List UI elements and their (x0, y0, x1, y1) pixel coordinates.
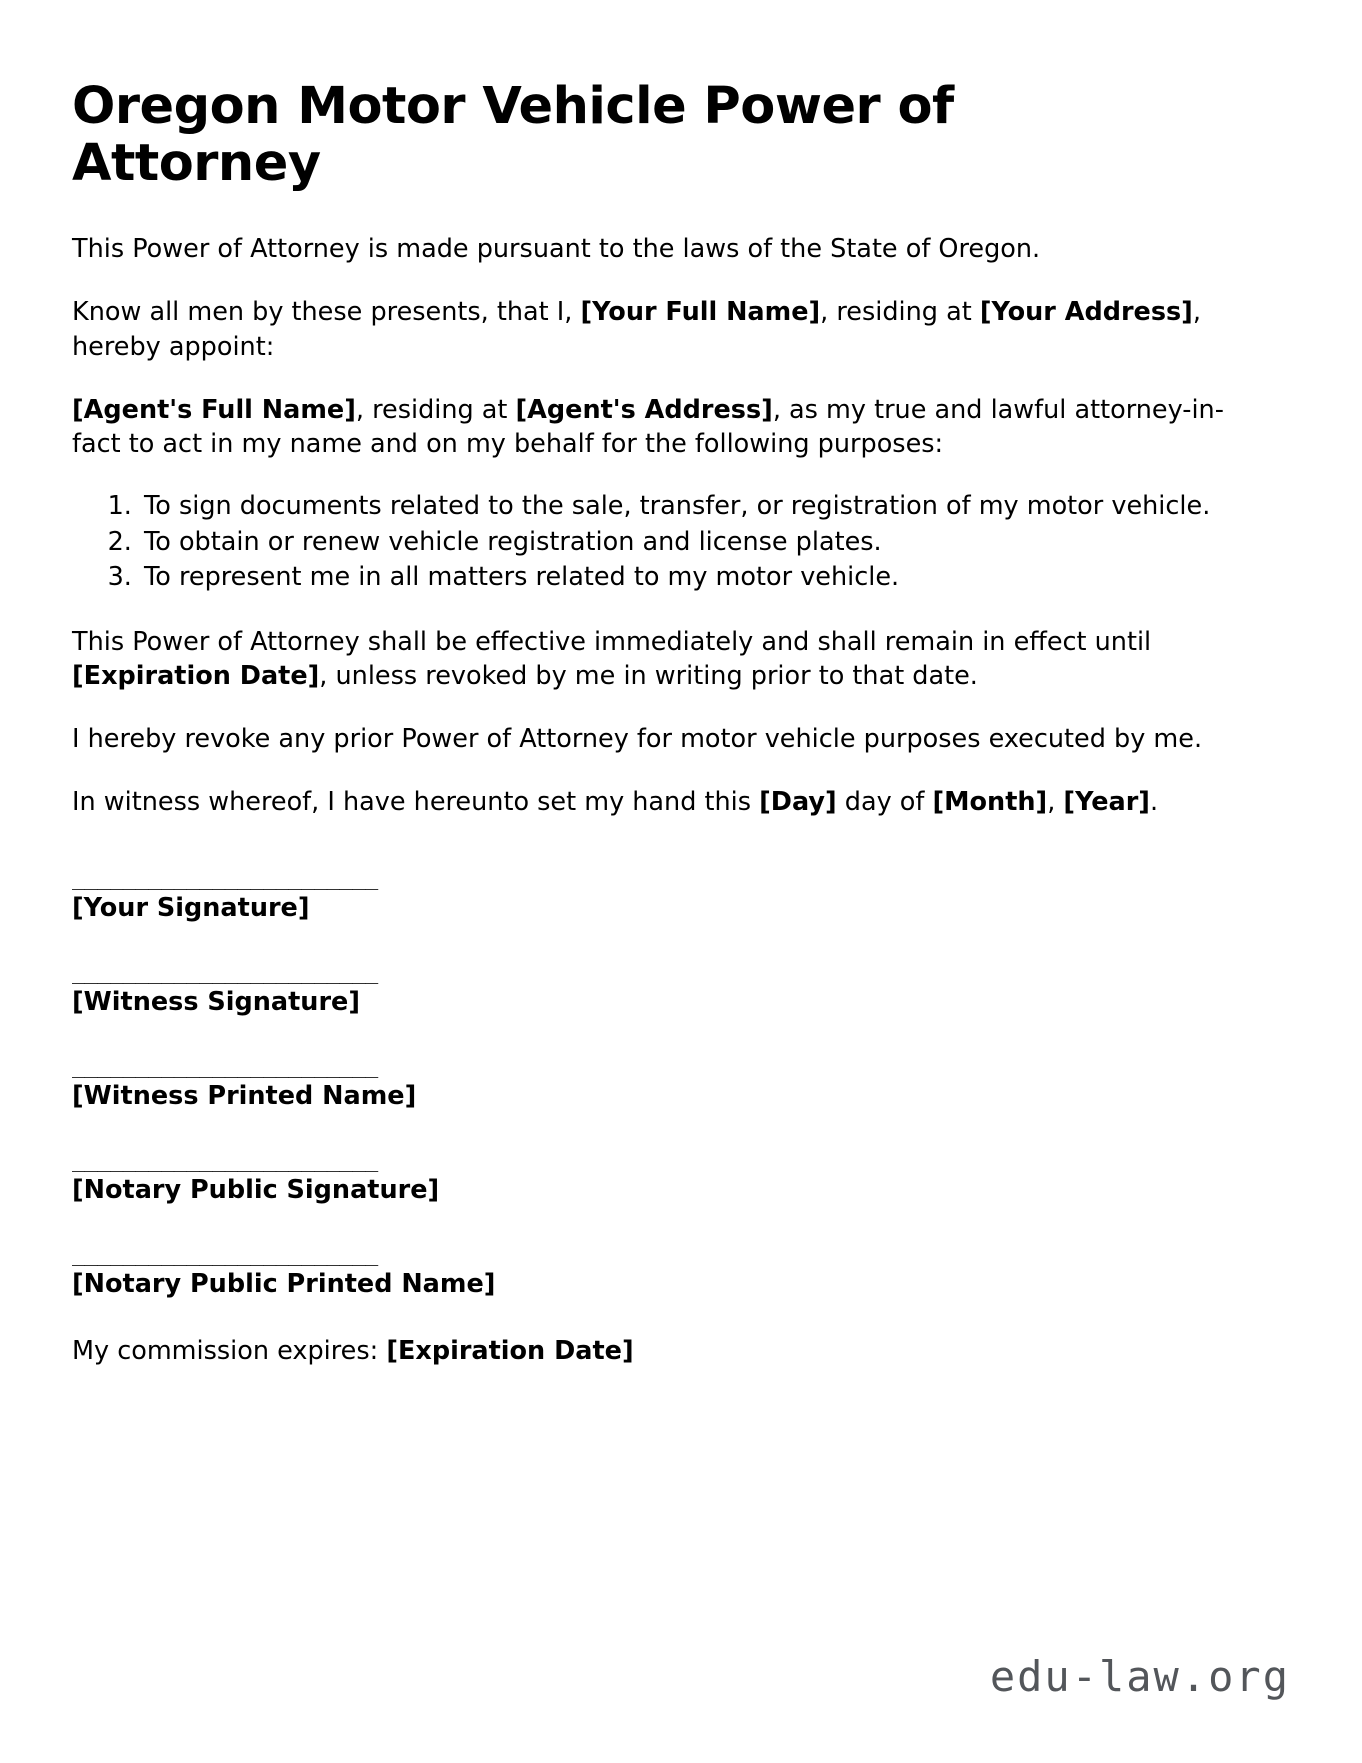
signature-group-notary-printed-name (72, 1240, 1290, 1301)
effective-paragraph-part2: , unless revoked by me in writing prior to that date. (319, 661, 978, 692)
expiration-date-placeholder: [Expiration Date] (72, 661, 320, 692)
year-placeholder: [Year] (1063, 787, 1150, 818)
intro-paragraph: This Power of Attorney is made pursuant to the laws of the State of Oregon. (72, 234, 1041, 265)
principal-name-placeholder: [Your Full Name] (580, 297, 821, 328)
signature-line: ________________________ (72, 1146, 378, 1173)
effective-paragraph-part1: This Power of Attorney shall be effective immediately and shall remain in effect until (72, 626, 1152, 657)
signature-line: ________________________ (72, 1051, 378, 1078)
signature-group-your-signature (72, 864, 1290, 925)
list-item: 2. To obtain or renew vehicle registration and license plates. (140, 526, 1290, 560)
agent-paragraph-part2: , as my true and lawful attorney-in-fact to act in my name and on my behalf for the following purposes: (72, 394, 1224, 459)
revocation-paragraph: I hereby revoke any prior Power of Attorney for motor vehicle purposes executed by me. (72, 724, 1203, 755)
principal-address-placeholder: [Your Address] (979, 297, 1193, 328)
purposes-list (72, 490, 1290, 595)
signature-group-witness-signature (72, 958, 1290, 1019)
page-title: Oregon Motor Vehicle Power of Attorney (72, 77, 954, 194)
principal-paragraph-part2: , residing at (820, 297, 980, 328)
principal-paragraph-part1: Know all men by these presents, that I, (72, 297, 581, 328)
signature-group-witness-printed-name (72, 1052, 1290, 1113)
agent-address-placeholder: [Agent's Address] (515, 394, 773, 425)
witness-paragraph-part2: day of (836, 787, 933, 818)
signature-label: [Witness Signature] (72, 986, 360, 1017)
day-placeholder: [Day] (759, 787, 837, 818)
witness-paragraph (72, 785, 1262, 819)
principal-paragraph (72, 295, 1262, 363)
signature-label: [Notary Public Signature] (72, 1175, 440, 1206)
signature-group-notary-signature (72, 1146, 1290, 1207)
signature-block (72, 864, 1290, 1369)
month-placeholder: [Month] (932, 787, 1048, 818)
signature-line: ________________________ (72, 1240, 378, 1267)
agent-paragraph-part1: , residing at (355, 394, 516, 425)
witness-paragraph-part3: , (1047, 787, 1064, 818)
signature-label: [Witness Printed Name] (72, 1080, 417, 1111)
commission-expiration (72, 1334, 1290, 1368)
commission-prefix: My commission expires: (72, 1336, 387, 1367)
signature-line: ________________________ (72, 863, 378, 890)
site-watermark: edu-law.org (989, 1652, 1290, 1701)
agent-paragraph (72, 393, 1262, 461)
list-item: 3. To represent me in all matters related to my motor vehicle. (140, 561, 1290, 595)
commission-expiration-placeholder: [Expiration Date] (386, 1336, 634, 1367)
agent-name-placeholder: [Agent's Full Name] (72, 394, 356, 425)
witness-paragraph-part1: In witness whereof, I have hereunto set my hand this (72, 787, 760, 818)
list-item: 1. To sign documents related to the sale, transfer, or registration of my motor vehicle. (140, 490, 1290, 524)
effective-paragraph (72, 625, 1262, 693)
signature-label: [Your Signature] (72, 892, 310, 923)
signature-line: ________________________ (72, 957, 378, 984)
principal-paragraph-part3: , hereby appoint: (72, 297, 1201, 362)
signature-label: [Notary Public Printed Name] (72, 1269, 496, 1300)
witness-paragraph-part4: . (1149, 787, 1159, 818)
